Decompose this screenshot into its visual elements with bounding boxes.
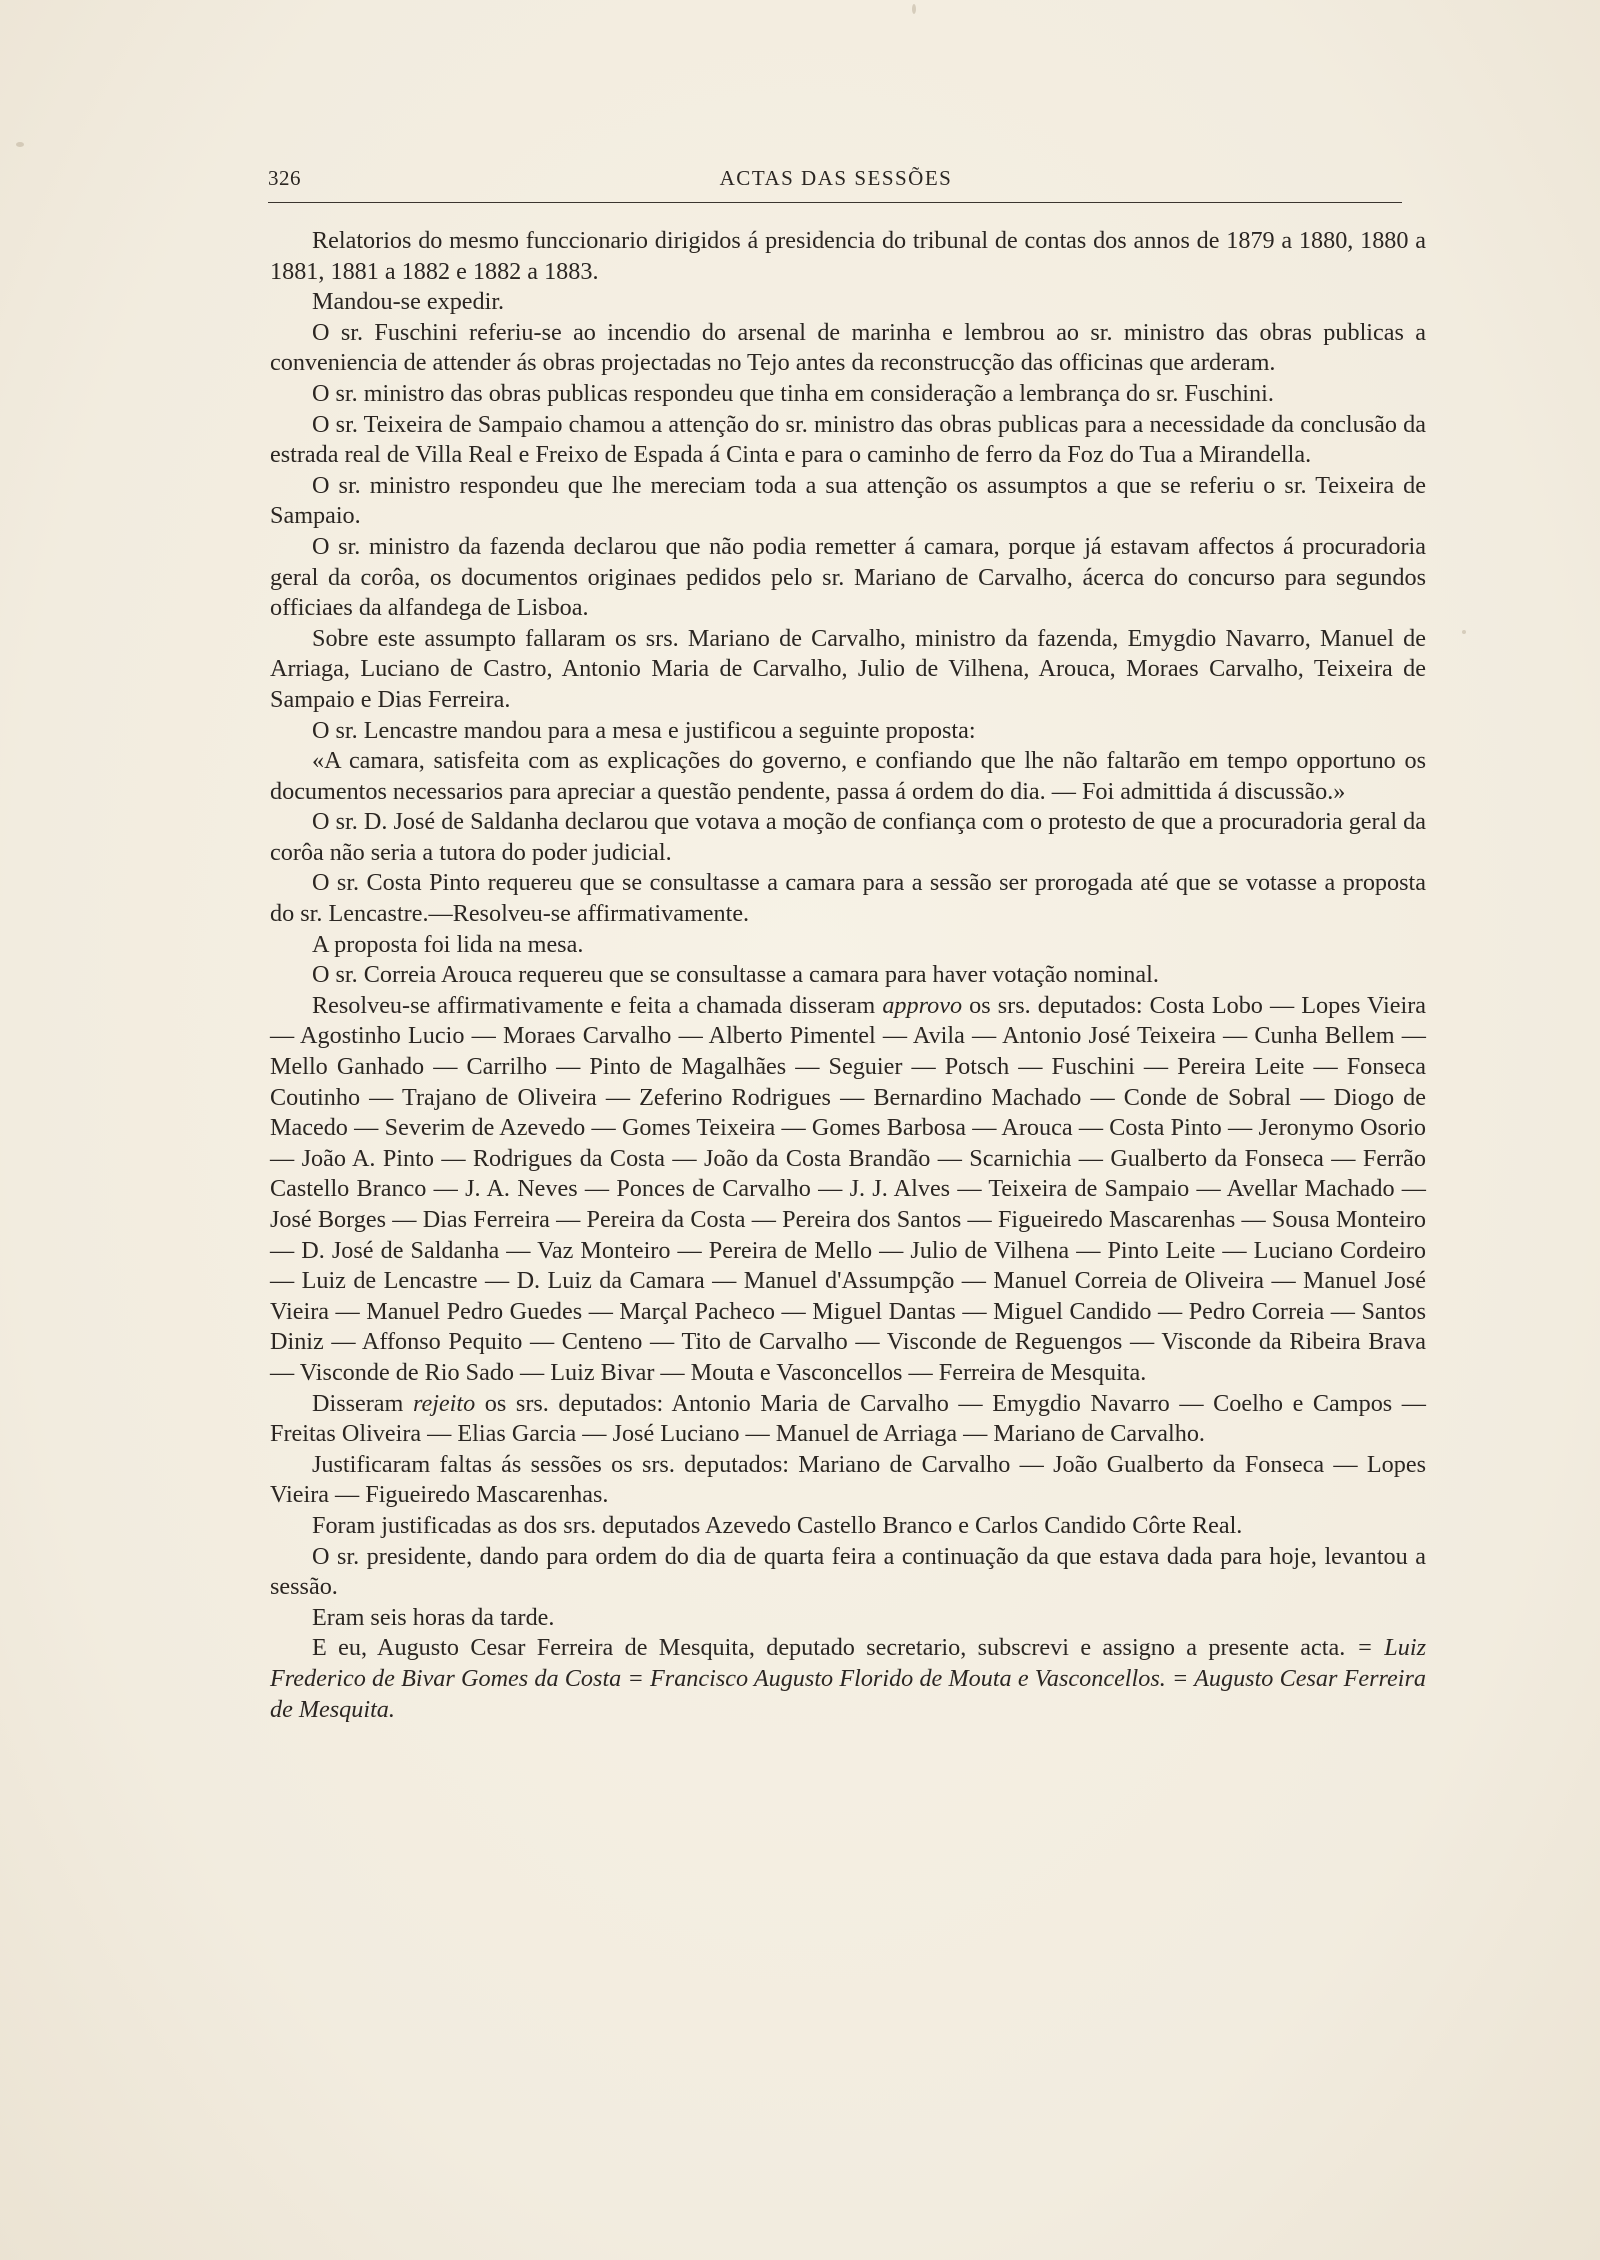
- paragraph: Eram seis horas da tarde.: [312, 1603, 555, 1631]
- vote-reject-list: os srs. deputados: Antonio Maria de Carvalho — Emygdio Navarro — Coelho e Campos — Freitas Oliveira — Elias Garcia — José Luciano — Manuel de Arriaga — Mariano de Carvalho.: [270, 1389, 1426, 1448]
- session-minutes-text: [270, 226, 1426, 1725]
- proposal-quote: «A camara, satisfeita com as explicações do governo, e confiando que lhe não faltarão em tempo opportuno os documentos necessarios para apreciar a questão pendente, passa á ordem do dia. — Foi admittida á discussão.»: [270, 747, 1426, 805]
- header-rule: [268, 202, 1402, 203]
- paragraph: O sr. Teixeira de Sampaio chamou a attenção do sr. ministro das obras publicas para a necessidade da conclusão da estrada real de Villa Real e Freixo de Espada á Cinta e para o caminho de ferro da Foz do Tua a Mirandella.: [270, 410, 1426, 469]
- paragraph: O sr. Fuschini referiu-se ao incendio do arsenal de marinha e lembrou ao sr. ministro das obras publicas a conveniencia de attender ás obras projectadas no Tejo antes da reconstrucção das officinas que arderam.: [270, 318, 1426, 377]
- paper-speck: [1462, 630, 1466, 634]
- paragraph: O sr. ministro da fazenda declarou que não podia remetter á camara, porque já estavam affectos á procuradoria geral da corôa, os documentos originaes pedidos pelo sr. Mariano de Carvalho, ácerca do concurso para segundos officiaes da alfandega de Lisboa.: [270, 532, 1426, 622]
- page-number: 326: [268, 166, 301, 190]
- vote-approve-intro: Resolveu-se affirmativamente e feita a chamada disseram: [312, 991, 883, 1019]
- vote-approve-keyword: approvo: [882, 991, 963, 1019]
- paper-speck: [912, 4, 916, 14]
- vote-approve-list: os srs. deputados: Costa Lobo — Lopes Vieira — Agostinho Lucio — Moraes Carvalho — Alberto Pimentel — Avila — Antonio José Teixeira — Cunha Bellem — Mello Ganhado — Carrilho — Pinto de Magalhães — Seguier — Potsch — Fuschini — Pereira Leite — Fonseca Coutinho — Trajano de Oliveira — Zeferino Rodrigues — Bernardino Machado — Conde de Sobral — Diogo de Macedo — Severim de Azevedo — Gomes Teixeira — Gomes Barbosa — Arouca — Costa Pinto — Jeronymo Osorio — João A. Pinto — Rodrigues da Costa — João da Costa Brandão — Scarnichia — Gualberto da Fonseca — Ferrão Castello Branco — J. A. Neves — Ponces de Carvalho — J. J. Alves — Teixeira de Sampaio — Avellar Machado — José Borges — Dias Ferreira — Pereira da Costa — Pereira dos Santos — Figueiredo Mascarenhas — Sousa Monteiro — D. José de Saldanha — Vaz Monteiro — Pereira de Mello — Julio de Vilhena — Pinto Leite — Luciano Cordeiro — Luiz de Lencastre — D. Luiz da Camara — Manuel d'Assumpção — Manuel Correia de Oliveira — Manuel José Vieira — Manuel Pedro Guedes — Marçal Pacheco — Miguel Dantas — Miguel Candido — Pedro Correia — Santos Diniz — Affonso Pequito — Centeno — Tito de Carvalho — Visconde de Reguengos — Visconde da Ribeira Brava — Visconde de Rio Sado — Luiz Bivar — Mouta e Vasconcellos — Ferreira de Mesquita.: [270, 991, 1427, 1386]
- paragraph: O sr. Lencastre mandou para a mesa e justificou a seguinte proposta:: [312, 716, 976, 744]
- signature-intro: E eu, Augusto Cesar Ferreira de Mesquita, deputado secretario, subscrevi e assigno a presente acta.: [312, 1634, 1357, 1662]
- paragraph: O sr. ministro respondeu que lhe mereciam toda a sua attenção os assumptos a que se referiu o sr. Teixeira de Sampaio.: [270, 471, 1426, 530]
- paragraph: O sr. Correia Arouca requereu que se consultasse a camara para haver votação nominal.: [312, 961, 1159, 989]
- running-title: ACTAS DAS SESSÕES: [719, 166, 953, 190]
- paragraph: O sr. presidente, dando para ordem do dia de quarta feira a continuação da que estava dada para hoje, levantou a sessão.: [270, 1542, 1426, 1601]
- paragraph: A proposta foi lida na mesa.: [312, 930, 584, 958]
- paragraph: O sr. Costa Pinto requereu que se consultasse a camara para a sessão ser prorogada até que se votasse a proposta do sr. Lencastre.—Resolveu-se affirmativamente.: [270, 869, 1426, 928]
- paragraph: Sobre este assumpto fallaram os srs. Mariano de Carvalho, ministro da fazenda, Emygdio Navarro, Manuel de Arriaga, Luciano de Castro, Antonio Maria de Carvalho, Julio de Vilhena, Arouca, Moraes Carvalho, Teixeira de Sampaio e Dias Ferreira.: [270, 624, 1426, 713]
- signature-paragraph: [270, 1633, 1426, 1725]
- vote-reject-paragraph: [270, 1389, 1426, 1450]
- vote-reject-keyword: rejeito: [412, 1389, 476, 1417]
- vote-approve-paragraph: [270, 991, 1426, 1389]
- paper-speck: [16, 142, 24, 147]
- paragraph: Mandou-se expedir.: [312, 288, 505, 316]
- page-header: [268, 162, 1404, 202]
- paragraph: O sr. ministro das obras publicas respondeu que tinha em consideração a lembrança do sr. Fuschini.: [312, 379, 1274, 407]
- paragraph: Relatorios do mesmo funccionario dirigidos á presidencia do tribunal de contas dos annos de 1879 a 1880, 1880 a 1881, 1881 a 1882 e 1882 a 1883.: [270, 227, 1426, 285]
- paragraph: O sr. D. José de Saldanha declarou que votava a moção de confiança com o protesto de que a procuradoria geral da corôa não seria a tutora do poder judicial.: [270, 808, 1426, 866]
- paragraph: Foram justificadas as dos srs. deputados Azevedo Castello Branco e Carlos Candido Côrte Real.: [312, 1511, 1243, 1539]
- vote-reject-intro: Disseram: [312, 1389, 413, 1417]
- paragraph: Justificaram faltas ás sessões os srs. deputados: Mariano de Carvalho — João Gualberto da Fonseca — Lopes Vieira — Figueiredo Mascarenhas.: [270, 1450, 1426, 1509]
- signatories: = Luiz Frederico de Bivar Gomes da Costa = Francisco Augusto Florido de Mouta e Vasconcellos. = Augusto Cesar Ferreira de Mesquita.: [270, 1634, 1426, 1723]
